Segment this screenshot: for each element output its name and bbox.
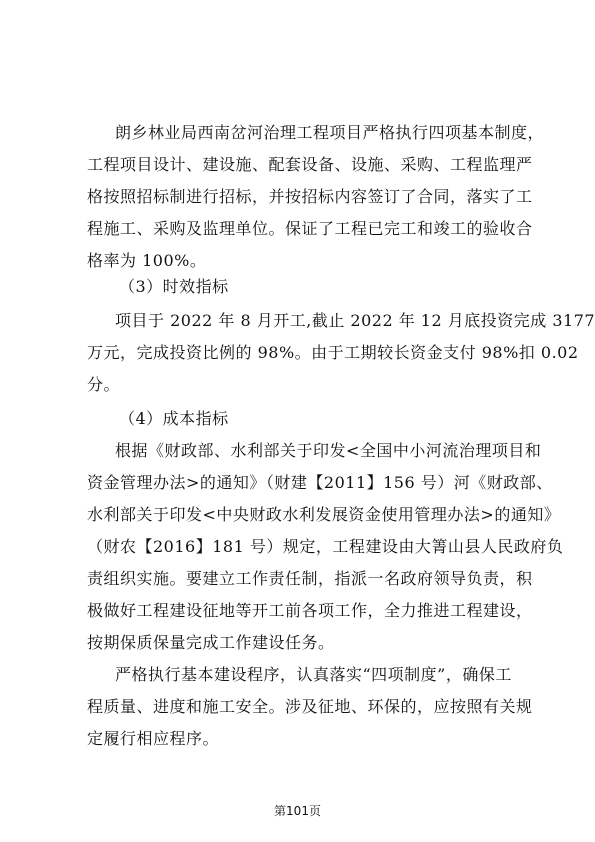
section-heading: （4）成本指标 (119, 409, 229, 428)
page-number: 第101页 (274, 804, 321, 818)
paragraph-line: 按期保质保量完成工作建设任务。 (87, 633, 335, 652)
paragraph-line: 极做好工程建设征地等开工前各项工作，全力推进工程建设， (87, 601, 533, 620)
section-heading: （3）时效指标 (119, 277, 229, 296)
paragraph-line: 资金管理办法>的通知》（财建【2011】156 号）河《财政部、 (87, 473, 553, 492)
paragraph-line: 朗乡林业局西南岔河治理工程项目严格执行四项基本制度， (115, 123, 545, 142)
paragraph-line: 分。 (87, 375, 121, 394)
paragraph-line: 程质量、进度和施工安全。涉及征地、环保的，应按照有关规 (87, 697, 533, 716)
paragraph-line: 严格执行基本建设程序，认真落实“四项制度”，确保工 (115, 665, 512, 684)
paragraph-line: 格按照招标制进行招标，并按招标内容签订了合同，落实了工 (87, 187, 533, 206)
paragraph-line: 根据《财政部、水利部关于印发<全国中小河流治理项目和 (115, 441, 542, 460)
paragraph-line: 万元，完成投资比例的 98%。由于工期较长资金支付 98%扣 0.02 (87, 343, 579, 362)
paragraph-line: 定履行相应程序。 (87, 729, 220, 748)
paragraph-line: 工程项目设计、建设施、配套设备、设施、采购、工程监理严 (87, 155, 533, 174)
paragraph-line: 格率为 100%。 (87, 251, 207, 270)
paragraph-line: 责组织实施。要建立工作责任制，指派一名政府领导负责，积 (87, 569, 533, 588)
paragraph-line: 水利部关于印发<中央财政水利发展资金使用管理办法>的通知》 (87, 505, 561, 524)
paragraph-line: 程施工、采购及监理单位。保证了工程已完工和竣工的验收合 (87, 219, 533, 238)
paragraph-line: 项目于 2022 年 8 月开工,截止 2022 年 12 月底投资完成 3177 (115, 311, 595, 330)
paragraph-line: （财农【2016】181 号）规定，工程建设由大箐山县人民政府负 (87, 537, 564, 556)
